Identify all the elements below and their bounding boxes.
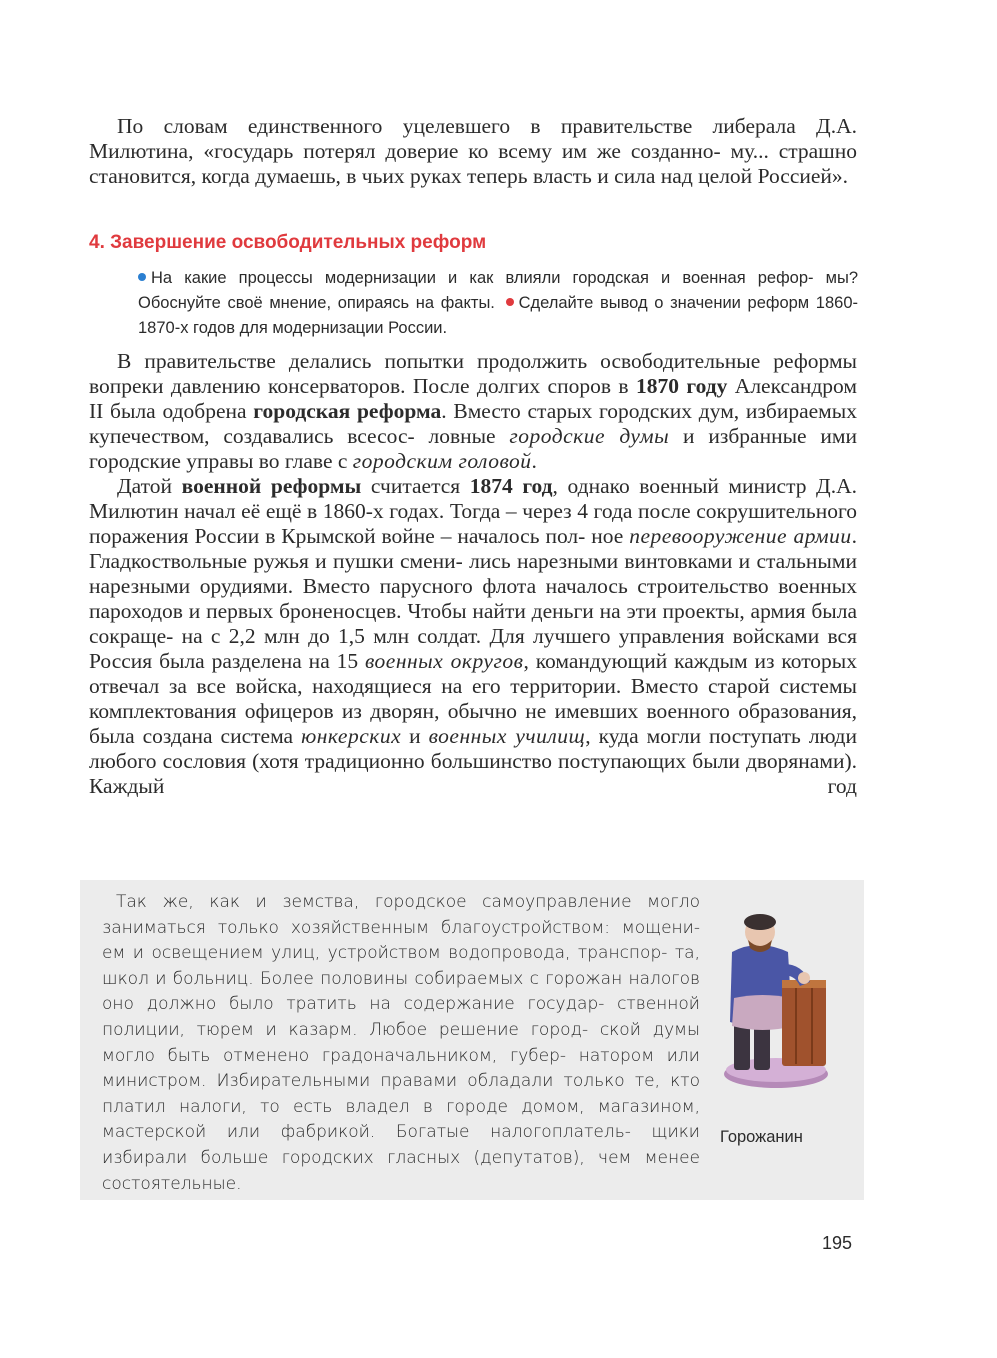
text-run: Александром II была одобрена <box>89 374 858 423</box>
text-run: . Вместо старых городских дум, избираемых купечеством, создавались всесос- ловные <box>89 399 857 448</box>
page-number: 195 <box>822 1233 853 1253</box>
red-bullet-icon <box>506 298 514 306</box>
bold-term: военной реформы <box>181 474 362 498</box>
paragraph-military-reform <box>89 474 857 799</box>
info-box-text: Так же, как и земства, городское самоуправление могло заниматься только хозяйственным благоустройством: мощени- ем и освещением улиц, устройством водопровода, транспор- та, школ и больниц. Более половины собираемых с горожан налогов оно должно было тратить на содержание государ- ственной полиции, тюрем и казарм. Любое решение город- ской думы могло быть отменено градоначальником, губер- натором или министром. Избирательными правами обладали только те, кто платил налоги, то есть владел в городе домом, магазином, мастерской или фабрикой. Богатые налогоплатель- щики избирали больше городских гласных (депутатов), чем менее состоятельные. <box>102 892 700 1194</box>
section-heading: 4. Завершение освободительных реформ <box>89 232 487 253</box>
text-run: считается <box>361 474 470 498</box>
text-run: . Гладкоствольные ружья и пушки смени- лись нарезными винтовками и стальными нарезными орудиями. Вместо парусного флота началось строительство военных пароходов и первых броненосцев. Чтобы найти деньги на эти проекты, армия была сокраще- на с 2,2 млн до 1,5 млн солдат. Для лучшего управления войсками вся Россия была разделена на 15 <box>89 524 857 673</box>
text-run: В правительстве делались попытки продолжить освободительные реформы вопреки давлению консерваторов. После долгих споров в <box>89 349 857 398</box>
text-run: и избранные ими городские управы во главе с <box>89 424 857 473</box>
italic-term: военных училищ <box>428 724 586 748</box>
text-run: и <box>401 724 429 748</box>
italic-term: городские думы <box>509 424 670 448</box>
quote-paragraph <box>89 114 857 189</box>
bold-term: 1874 год <box>469 474 553 498</box>
paragraph-city-reform <box>89 349 857 474</box>
italic-term: перевооружение армии <box>629 524 852 548</box>
task-question-1: На какие процессы модернизации и как влияли городская и военная рефор- мы? Обоснуйте своё мнение, опираясь на факты. <box>138 269 858 312</box>
task-questions <box>138 266 858 341</box>
text-run: , командующий каждым из которых отвечал за все войска, находящиеся на его территории. Вместо старой системы комплектования офицеров из дворян, обычно не имевших военного образования, была создана система <box>89 649 858 748</box>
figurine-caption: Горожанин <box>720 1128 803 1146</box>
italic-term: городским головой <box>352 449 532 473</box>
italic-term: военных округов <box>365 649 524 673</box>
townsman-figurine-image <box>718 902 838 1092</box>
text-run: , однако военный министр Д.А. Милютин начал её ещё в 1860-х годах. Тогда – через 4 года после сокрушительного поражения России в Крымской войне – началось пол- ное <box>89 474 857 548</box>
main-text <box>89 349 857 799</box>
info-box <box>80 880 864 1200</box>
italic-term: юнкерских <box>301 724 402 748</box>
quote-text: По словам единственного уцелевшего в правительстве либерала Д.А. Милютина, «государь потерял доверие ко всему им же созданно- му... страшно становится, когда думаешь, в чьих руках теперь власть и сила над целой Россией». <box>89 114 857 188</box>
task-question-2: Сделайте вывод о значении реформ 1860-1870-х годов для модернизации России. <box>138 294 859 337</box>
text-run: . <box>531 449 537 473</box>
bold-term: городская реформа <box>253 399 442 423</box>
bold-term: 1870 году <box>635 374 728 398</box>
blue-bullet-icon <box>138 273 146 281</box>
text-run: , куда могли поступать люди любого сословия (хотя традиционно большинство поступающих были дворянами). Каждый год <box>89 724 857 798</box>
text-run: Датой <box>117 474 182 498</box>
